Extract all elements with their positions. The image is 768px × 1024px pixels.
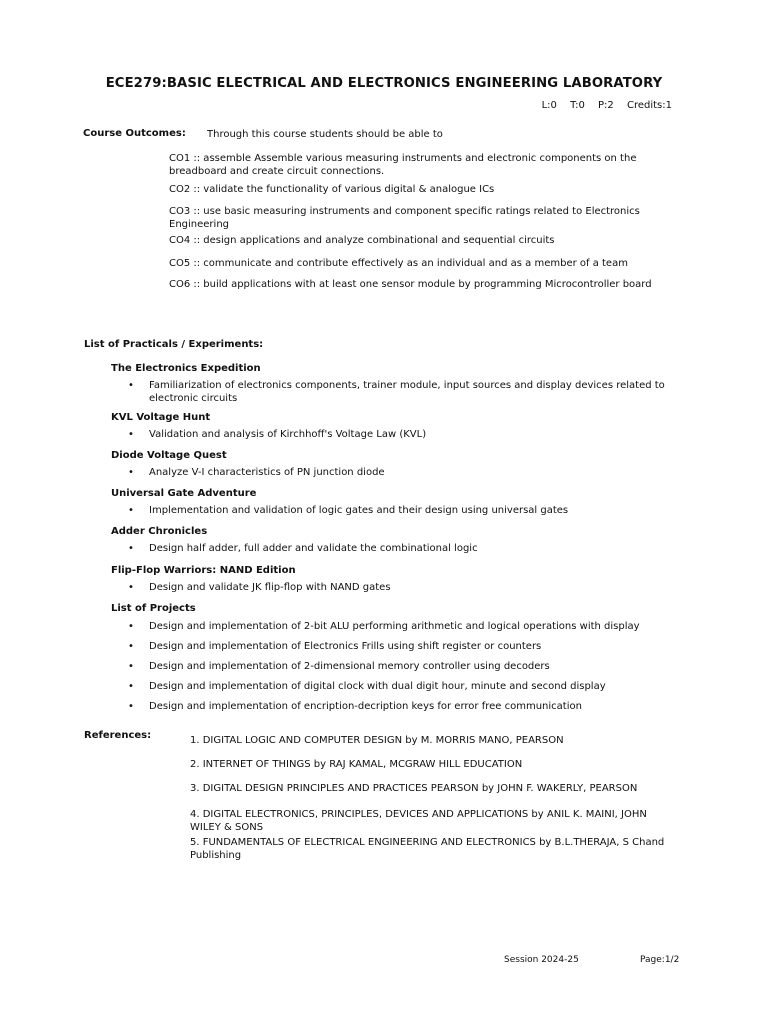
reference-item: 2. INTERNET OF THINGS by RAJ KAMAL, MCGRAW HILL EDUCATION — [190, 759, 523, 770]
lecture-hours: L:0 — [541, 100, 557, 111]
list-item — [128, 700, 688, 713]
credits-line — [532, 100, 672, 111]
practical-hours: P:2 — [598, 100, 614, 111]
reference-item: 3. DIGITAL DESIGN PRINCIPLES AND PRACTICES PEARSON by JOHN F. WAKERLY, PEARSON — [190, 783, 638, 794]
session-label: Session 2024-25 — [504, 955, 579, 965]
list-item — [128, 660, 688, 673]
list-item-text: Design and validate JK flip-flop with NAND gates — [149, 582, 391, 593]
bullet-icon: • — [128, 467, 134, 478]
list-item-text: Design and implementation of 2-bit ALU performing arithmetic and logical operations with display — [149, 621, 640, 632]
list-item — [128, 581, 688, 594]
list-item — [128, 504, 688, 517]
practicals-label: List of Practicals / Experiments: — [84, 339, 264, 350]
course-outcomes-intro: Through this course students should be able to — [207, 129, 443, 140]
list-item — [128, 542, 688, 555]
course-outcome-item: CO1 :: assemble Assemble various measuring instruments and electronic components on the breadboard and create circuit connections. — [169, 153, 637, 177]
tutorial-hours: T:0 — [570, 100, 585, 111]
credits-value: Credits:1 — [626, 100, 672, 111]
course-outcome-item: CO4 :: design applications and analyze combinational and sequential circuits — [169, 235, 555, 246]
list-item-text: Validation and analysis of Kirchhoff's Voltage Law (KVL) — [149, 429, 427, 440]
section-heading: Flip-Flop Warriors: NAND Edition — [111, 565, 296, 576]
list-item — [128, 640, 688, 653]
section-heading: List of Projects — [111, 603, 196, 614]
references-label: References: — [84, 730, 152, 741]
section-heading: The Electronics Expedition — [111, 363, 261, 374]
bullet-icon: • — [128, 505, 134, 516]
bullet-icon: • — [128, 380, 134, 391]
bullet-icon: • — [128, 661, 134, 672]
page-number: Page:1/2 — [640, 955, 680, 965]
list-item-text: Design and implementation of digital clock with dual digit hour, minute and second display — [149, 681, 606, 692]
reference-item: 5. FUNDAMENTALS OF ELECTRICAL ENGINEERING AND ELECTRONICS by B.L.THERAJA, S Chand Publishing — [190, 837, 665, 861]
section-heading: Diode Voltage Quest — [111, 450, 227, 461]
list-item-text: Implementation and validation of logic gates and their design using universal gates — [149, 505, 569, 516]
course-outcome-item: CO2 :: validate the functionality of various digital & analogue ICs — [169, 184, 495, 195]
bullet-icon: • — [128, 701, 134, 712]
reference-item: 1. DIGITAL LOGIC AND COMPUTER DESIGN by M. MORRIS MANO, PEARSON — [190, 735, 564, 746]
list-item — [128, 466, 688, 479]
bullet-icon: • — [128, 582, 134, 593]
list-item-text: Design half adder, full adder and validate the combinational logic — [149, 543, 478, 554]
list-item-text: Design and implementation of Electronics Frills using shift register or counters — [149, 641, 542, 652]
list-item — [128, 379, 688, 405]
reference-item: 4. DIGITAL ELECTRONICS, PRINCIPLES, DEVICES AND APPLICATIONS by ANIL K. MAINI, JOHN WILEY & SONS — [190, 809, 647, 833]
course-outcomes-label: Course Outcomes: — [83, 128, 186, 139]
list-item-text: Design and implementation of encription-decription keys for error free communication — [149, 701, 582, 712]
list-item-text: Design and implementation of 2-dimensional memory controller using decoders — [149, 661, 550, 672]
course-outcome-item: CO3 :: use basic measuring instruments and component specific ratings related to Electronics Engineering — [169, 206, 640, 230]
page-title: ECE279:BASIC ELECTRICAL AND ELECTRONICS ENGINEERING LABORATORY — [105, 76, 663, 91]
list-item — [128, 680, 688, 693]
course-outcome-item: CO5 :: communicate and contribute effectively as an individual and as a member of a team — [169, 258, 628, 269]
course-outcome-item: CO6 :: build applications with at least one sensor module by programming Microcontroller board — [169, 279, 652, 290]
section-heading: Universal Gate Adventure — [111, 488, 257, 499]
bullet-icon: • — [128, 681, 134, 692]
list-item — [128, 428, 688, 441]
list-item — [128, 620, 688, 633]
bullet-icon: • — [128, 641, 134, 652]
bullet-icon: • — [128, 621, 134, 632]
list-item-text: Analyze V-I characteristics of PN junction diode — [149, 467, 385, 478]
section-heading: KVL Voltage Hunt — [111, 412, 211, 423]
section-heading: Adder Chronicles — [111, 526, 208, 537]
bullet-icon: • — [128, 543, 134, 554]
list-item-text: Familiarization of electronics components, trainer module, input sources and display devices related to electronic circuits — [149, 380, 665, 404]
bullet-icon: • — [128, 429, 134, 440]
